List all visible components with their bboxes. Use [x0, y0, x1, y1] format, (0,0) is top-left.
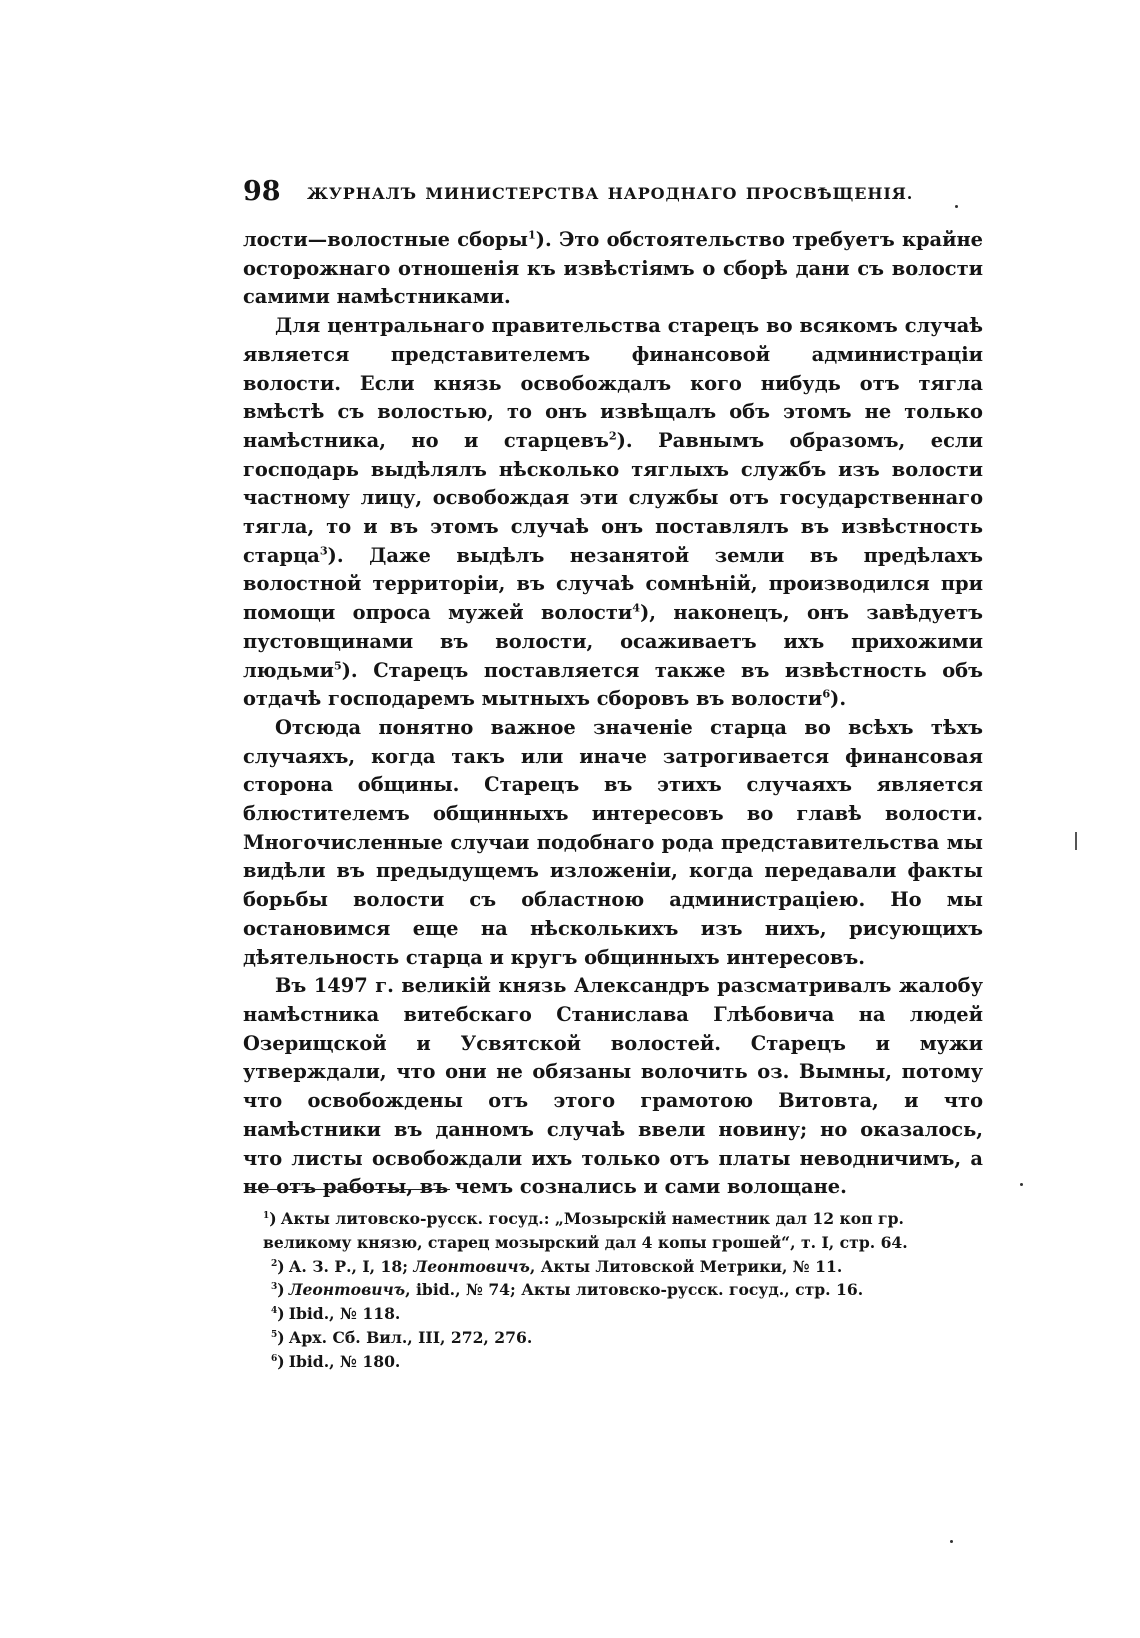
footnote-text: А. З. Р., I, 18; — [288, 1256, 414, 1276]
footnote-text: Ibid., № 180. — [288, 1351, 401, 1371]
footnote-item: $^5$) Арх. Сб. Вил., III, 272, 276. — [271, 1327, 533, 1347]
footnote-divider — [245, 1189, 450, 1190]
footnote-item: $^4$) Ibid., № 118. — [271, 1304, 401, 1324]
text-run: ). Старецъ поставляется также въ извѣстность объ отдачѣ господаремъ мытныхъ сборовъ въ волости — [243, 658, 983, 711]
footnote-ref: 4 — [632, 600, 641, 615]
footnote-text: Арх. Сб. Вил., III, 272, 276. — [288, 1327, 533, 1347]
footnote-author: Леонтовичъ — [413, 1256, 530, 1276]
footnote-text: , ibid., № 74; Акты литовско-русск. госуд., стр. 16. — [405, 1280, 864, 1300]
paragraph: Въ 1497 г. великій князь Александръ разсматривалъ жалобу намѣстника витебскаго Станислава Глѣбовича на людей Озерищской и Усвятской волостей. Старецъ и мужи утверждали, что они не обязаны волочить оз. Вымны, потому что освобождены отъ этого грамотою Витовта, и что намѣстники въ данномъ случаѣ ввели новину; но оказалось, что листы освобождали ихъ только отъ платы неводничимъ, а не отъ работы, въ чемъ сознались и сами волощане. — [243, 974, 983, 1199]
text-run: ). Даже выдѣлъ незанятой земли въ предѣлахъ волостной территоріи, въ случаѣ сомнѣній, производился при помощи опроса мужей волости — [243, 543, 983, 625]
footnote-item: $^1$) Акты литовско-русск. госуд.: „Мозырскій наместник дал 12 коп гр. великому князю, старец мозырский дал 4 копы грошей“, т. I, стр. 64. — [263, 1209, 908, 1252]
scan-speck — [1075, 832, 1077, 850]
footnote-text: , Акты Литовской Метрики, № 11. — [529, 1256, 843, 1276]
running-title: ЖУРНАЛЪ МИНИСТЕРСТВА НАРОДНАГО ПРОСВѢЩЕНІЯ. — [307, 184, 914, 203]
paragraph: Отсюда понятно важное значеніе старца во всѣхъ тѣхъ случаяхъ, когда такъ или иначе затрогивается финансовая сторона общины. Старецъ въ этихъ случаяхъ является блюстителемъ общинныхъ интересовъ во главѣ волости. Многочисленные случаи подобнаго рода представительства мы видѣли въ предыдущемъ изложеніи, когда передавали факты борьбы волости съ областною администраціею. Но мы остановимся еще на нѣсколькихъ изъ нихъ, рисующихъ дѣятельность старца и кругъ общинныхъ интересовъ. — [243, 715, 983, 969]
scan-speck — [950, 1540, 953, 1543]
page-number: 98 — [243, 176, 281, 207]
text-run: ). — [830, 687, 847, 711]
paragraph — [243, 226, 983, 312]
footnote-text: Ibid., № 118. — [288, 1304, 401, 1324]
scan-speck — [1020, 1183, 1023, 1186]
footnote-item: $^3$) Леонтовичъ, ibid., № 74; Акты литовско-русск. госуд., стр. 16. — [271, 1280, 864, 1300]
footnote-number: 2 — [271, 1258, 278, 1269]
text-run: лости—волостные сборы — [243, 228, 528, 251]
text-run: ), наконецъ, онъ завѣдуетъ пустовщинами въ волости, осаживаетъ ихъ прихожими людьми — [243, 601, 983, 682]
footnote-ref: 3 — [319, 543, 328, 558]
footnote-item: $^6$) Ibid., № 180. — [271, 1351, 401, 1371]
footnote-number: 1 — [263, 1210, 270, 1221]
footnote-ref: 2 — [608, 428, 617, 443]
footnote-author: Леонтовичъ — [288, 1280, 406, 1300]
text-run: ). Это обстоятельство требуетъ крайне осторожнаго отношенія къ извѣстіямъ о сборѣ дани съ волости самими намѣстниками. — [243, 228, 983, 309]
footnote-ref: 1 — [527, 227, 536, 242]
page-header — [243, 176, 983, 212]
text-run: ). Равнымъ образомъ, если господарь выдѣлялъ нѣсколько тяглыхъ службъ изъ волости частному лицу, освобождая эти службы отъ государственнаго тягла, то и въ этомъ случаѣ онъ поставлялъ въ извѣстность старца — [243, 428, 983, 567]
footnote-ref: 6 — [822, 686, 831, 701]
main-text — [243, 226, 983, 1202]
footnote-number: 5 — [271, 1329, 278, 1340]
footnote-text: Акты литовско-русск. госуд.: „Мозырскій наместник дал 12 коп гр. великому князю, старец мозырский дал 4 копы грошей“, т. I, стр. 64. — [263, 1209, 908, 1252]
paragraph — [243, 312, 983, 714]
footnotes — [243, 1207, 983, 1374]
scan-speck — [955, 205, 958, 208]
footnote-number: 4 — [271, 1306, 278, 1316]
footnote-ref: 5 — [333, 658, 342, 673]
footnote-number: 3 — [271, 1282, 278, 1293]
footnote-item: $^2$) А. З. Р., I, 18; Леонтовичъ, Акты Литовской Метрики, № 11. — [271, 1256, 843, 1276]
text-run: Для центральнаго правительства старецъ во всякомъ случаѣ является представителемъ финансовой администраціи волости. Если князь освобождалъ кого нибудь отъ тягла вмѣстѣ съ волостью, то онъ извѣщалъ объ этомъ не только намѣстника, но и старцевъ — [243, 314, 983, 452]
footnote-number: 6 — [271, 1353, 278, 1364]
